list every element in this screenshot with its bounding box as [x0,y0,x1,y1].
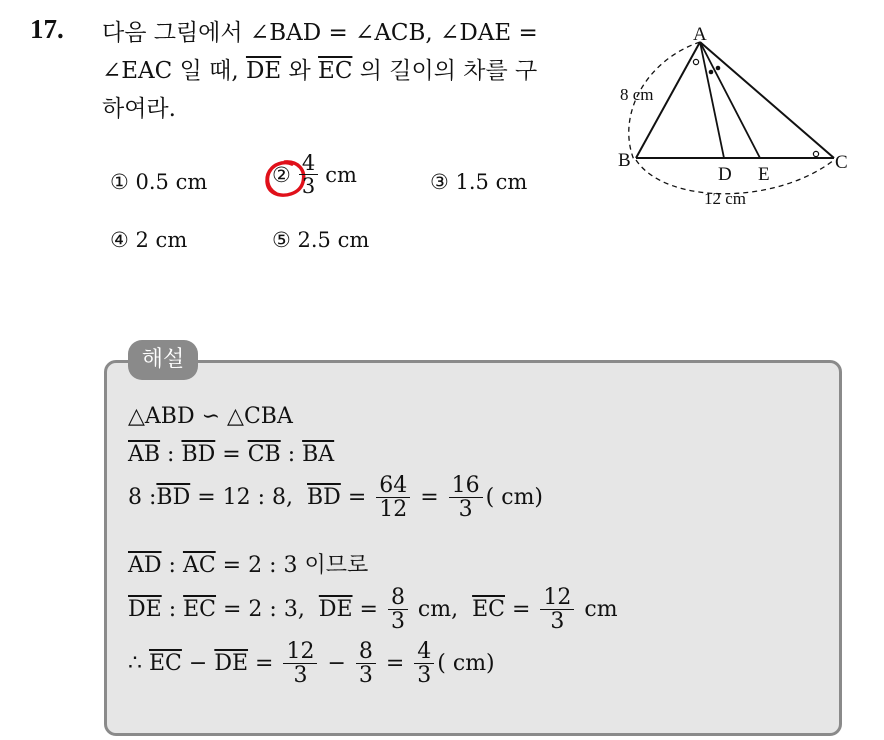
question-number: 17. [30,14,64,44]
segment-ba: $\overline{BA}$ [302,442,335,467]
fraction-numerator: 12 [283,640,317,664]
solution-line-2 [128,442,334,467]
question-text: ∠EAC 일 때, [102,58,246,84]
choice-1[interactable] [110,170,207,194]
solution-line-3 [128,474,543,521]
solution-line-6 [128,640,495,687]
label-d: D [718,164,732,185]
fraction [388,586,408,633]
fraction-denominator: 3 [293,663,308,689]
choice-marker: ① [110,170,129,194]
segment-bd: $\overline{BD}$ [181,442,216,467]
segment-cb: $\overline{CB}$ [247,442,281,467]
fraction [356,640,376,687]
label-side-bc: 12 cm [704,189,747,208]
segment-ec: $\overline{EC}$ [149,651,182,677]
label-e: E [758,164,770,185]
text: : [161,553,183,578]
solution-line-4 [128,548,368,579]
segment-ab: $\overline{AB}$ [128,442,161,467]
text: : [161,597,184,623]
segment-bd: $\overline{BD}$ [307,485,341,511]
segment-ae [700,42,760,158]
segment-ec: $\overline{EC}$ [318,58,353,84]
choice-text: 0.5 cm [135,170,208,194]
question-line-2 [102,52,537,85]
fraction-denominator: 3 [358,663,373,689]
angle-mark-acb [813,151,818,156]
text: = [413,485,446,511]
label-side-ab: 8 cm [620,85,654,104]
text: − [320,651,353,677]
angle-mark-bad [693,59,698,64]
fraction [283,640,317,687]
angle-mark-eac [716,66,721,71]
segment-bd: $\overline{BD}$ [156,485,191,511]
fraction [540,586,574,633]
text: 8 : [128,485,157,511]
fraction-numerator: 8 [356,640,376,664]
fraction [449,474,483,521]
question-text: 의 길이의 차를 구 [352,58,538,84]
fraction-numerator: 16 [449,474,483,498]
choice-marker: ⑤ [272,228,291,252]
fraction-denominator: 12 [379,497,408,523]
choice-text: 1.5 cm [455,170,528,194]
text: = [505,597,538,623]
fraction-numerator: 8 [388,586,408,610]
therefore-symbol: ∴ [128,651,149,677]
fraction-denominator: 3 [417,663,432,689]
segment-ad: $\overline{AD}$ [128,553,162,578]
segment-de: $\overline{DE}$ [214,651,249,677]
text: : [280,442,303,467]
unit: cm [577,597,618,623]
segment-de: $\overline{DE}$ [128,597,162,623]
segment-ec: $\overline{EC}$ [472,597,505,623]
fraction-denominator: 3 [301,174,316,199]
solution-tag: 해설 [128,340,198,380]
text: = [352,597,385,623]
label-b: B [618,150,631,171]
question-line-1: 다음 그림에서 ∠BAD = ∠ACB, ∠DAE = [102,20,538,46]
text: − [181,651,215,677]
text: = 2 : 3 이므로 [215,553,369,578]
question-line-3: 하여라. [102,96,176,122]
fraction-numerator: 64 [376,474,410,498]
label-c: C [835,152,848,173]
text: = [340,485,374,511]
choice-fraction [299,152,318,197]
segment-de: $\overline{DE}$ [318,597,353,623]
text: = [215,442,248,467]
text: = [378,651,412,677]
choice-marker: ③ [430,170,449,194]
fraction-numerator: 4 [299,152,318,175]
triangle-figure [606,20,856,220]
text: = 12 : 8, [190,485,308,511]
question-text: 와 [281,58,319,84]
choice-marker: ② [272,162,291,187]
fraction-denominator: 3 [390,609,405,635]
text: = 2 : 3, [216,597,319,623]
fraction-denominator: 3 [458,497,473,523]
choice-text: 2.5 cm [297,228,370,252]
choice-4[interactable] [110,228,187,252]
unit: ( cm) [485,485,544,511]
choice-5[interactable] [272,228,369,252]
fraction [414,640,434,687]
text: = [248,651,281,677]
choice-unit: cm [325,162,357,187]
segment-de: $\overline{DE}$ [245,58,282,84]
label-a: A [693,24,707,45]
solution-line-1: △ABD ∽ △CBA [128,404,293,429]
angle-mark-dae [709,70,714,75]
solution-line-5 [128,586,618,633]
segment-ec: $\overline{EC}$ [183,597,217,623]
text: cm, [410,597,473,623]
choice-2[interactable] [272,152,357,197]
choice-text: 2 cm [135,228,188,252]
text: : [160,442,182,467]
unit: ( cm) [437,651,495,677]
segment-ac: $\overline{AC}$ [182,553,216,578]
choice-marker: ④ [110,228,129,252]
fraction-denominator: 3 [550,609,565,635]
fraction [376,474,410,521]
fraction-numerator: 12 [540,586,574,610]
choice-3[interactable] [430,170,527,194]
fraction-numerator: 4 [414,640,434,664]
